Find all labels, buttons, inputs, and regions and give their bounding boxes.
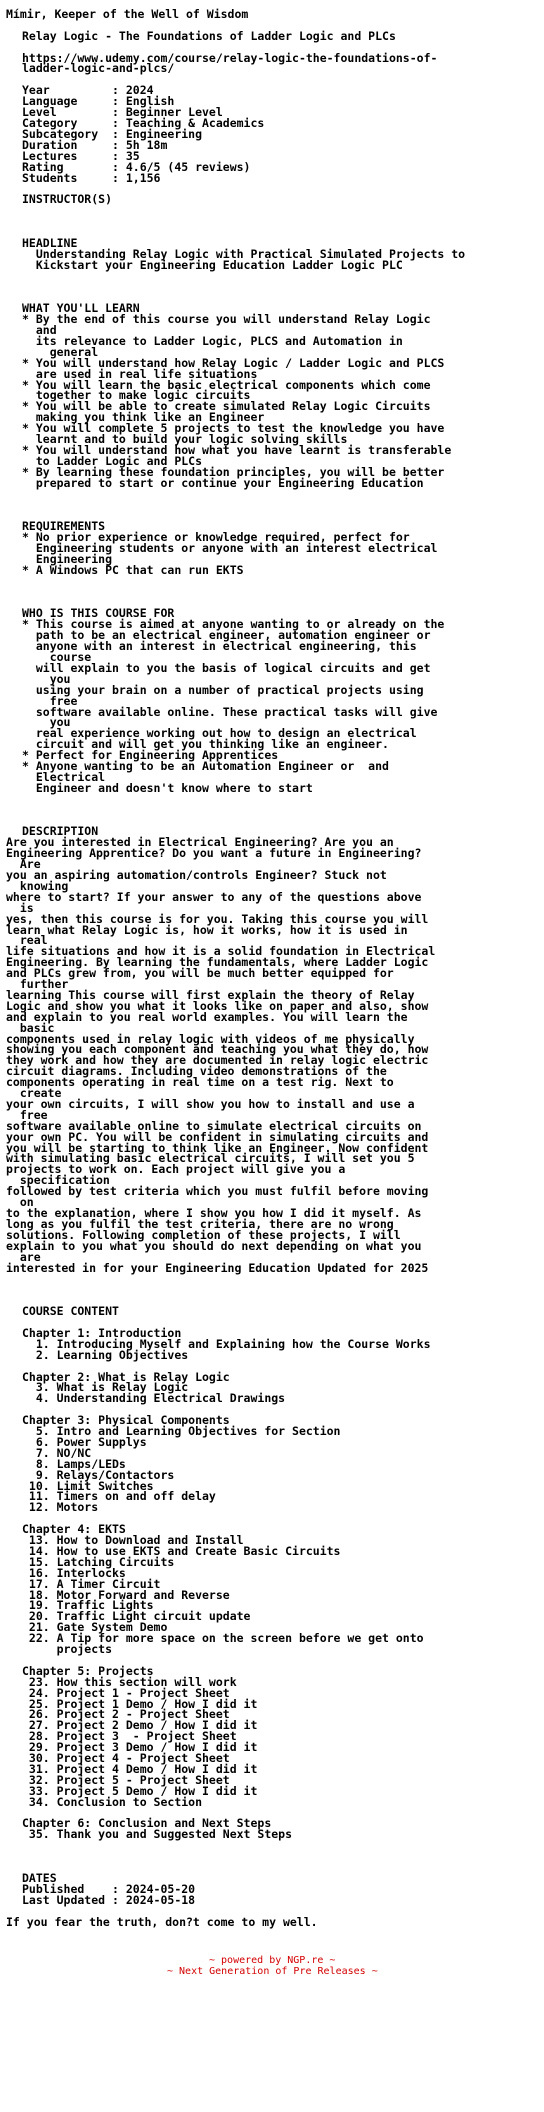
learn-line: making you think like an Engineer [22, 410, 265, 424]
description-line: your own circuits, I will show you how to install and use a [6, 1097, 415, 1111]
course-url: ladder-logic-and-plcs/ [22, 61, 175, 75]
description-line: create [6, 1086, 62, 1100]
description-line: they work and how they are documented in relay logic electric [6, 1053, 429, 1067]
lecture-item: 21. Gate System Demo [22, 1620, 168, 1634]
description-line: components used in relay logic with videos of me physically [6, 1032, 415, 1046]
description-line: components operating in real time on a test rig. Next to [6, 1075, 394, 1089]
description-line: you will be starting to think like an Engineer. Now confident [6, 1141, 429, 1155]
chapter-title: Chapter 3: Physical Components [22, 1413, 230, 1427]
who-line: you [22, 672, 71, 686]
lecture-item: 28. Project 3 - Project Sheet [22, 1729, 237, 1743]
requirements-line: * No prior experience or knowledge required, perfect for [22, 530, 410, 544]
headline-line: Understanding Relay Logic with Practical Simulated Projects to [22, 247, 466, 261]
description-line: Engineering. By learning the fundamentals, where Ladder Logic [6, 955, 429, 969]
page-title: Mímir, Keeper of the Well of Wisdom [6, 7, 249, 21]
lecture-item: 3. What is Relay Logic [22, 1380, 189, 1394]
description-line: and explain to you real world examples. You will learn the [6, 1010, 408, 1024]
description-line: solutions. Following completion of these projects, I will [6, 1228, 401, 1242]
meta-lectures: Lectures : 35 [22, 149, 140, 163]
who-line: free [22, 694, 78, 708]
meta-category: Category : Teaching & Academics [22, 116, 265, 130]
closing-quote: If you fear the truth, don?t come to my well. [6, 1915, 318, 1929]
footer-tagline: ~ Next Generation of Pre Releases ~ [167, 1966, 378, 1977]
description-heading: DESCRIPTION [22, 824, 99, 838]
description-line: life situations and how it is a solid foundation in Electrical [6, 944, 436, 958]
learn-line: prepared to start or continue your Engineering Education [22, 476, 424, 490]
lecture-item: 13. How to Download and Install [22, 1533, 244, 1547]
who-heading: WHO IS THIS COURSE FOR [22, 606, 175, 620]
lecture-item: 31. Project 4 Demo / How I did it [22, 1762, 258, 1776]
who-line: circuit and will get you thinking like an engineer. [22, 737, 389, 751]
chapter-title: Chapter 5: Projects [22, 1664, 154, 1678]
meta-students: Students : 1,156 [22, 171, 161, 185]
headline-heading: HEADLINE [22, 236, 78, 250]
description-line: where to start? If your answer to any of the questions above [6, 890, 422, 904]
lecture-item: 29. Project 3 Demo / How I did it [22, 1740, 258, 1754]
meta-subcategory: Subcategory : Engineering [22, 127, 203, 141]
chapter-title: Chapter 2: What is Relay Logic [22, 1370, 230, 1384]
footer-powered-by: ~ powered by NGP.re ~ [209, 1955, 336, 1966]
meta-rating: Rating : 4.6/5 (45 reviews) [22, 160, 251, 174]
description-line: Logic and show you what it looks like on paper and also, show [6, 999, 429, 1013]
lecture-item: 10. Limit Switches [22, 1479, 154, 1493]
date-last-updated: Last Updated : 2024-05-18 [22, 1893, 196, 1907]
meta-year: Year : 2024 [22, 83, 154, 97]
lecture-item: 8. Lamps/LEDs [22, 1457, 126, 1471]
who-line: path to be an electrical engineer, automation engineer or [22, 628, 431, 642]
description-line: Engineering Apprentice? Do you want a future in Engineering? [6, 846, 422, 860]
lecture-item: 22. A Tip for more space on the screen before we get onto [22, 1631, 424, 1645]
lecture-item: 15. Latching Circuits [22, 1555, 175, 1569]
who-line: using your brain on a number of practical projects using [22, 683, 424, 697]
lecture-item: 20. Traffic Light circuit update [22, 1609, 251, 1623]
description-line: free [6, 1108, 48, 1122]
description-line: long as you fulfil the test criteria, there are no wrong [6, 1217, 394, 1231]
chapter-title: Chapter 1: Introduction [22, 1326, 182, 1340]
who-line: you [22, 715, 71, 729]
lecture-item: 26. Project 2 - Project Sheet [22, 1707, 230, 1721]
description-line: Are [6, 857, 41, 871]
who-line: anyone with an interest in electrical engineering, this [22, 639, 417, 653]
instructors-heading: INSTRUCTOR(S) [22, 192, 113, 206]
course-url: https://www.udemy.com/course/relay-logic-the-foundations-of- [22, 51, 438, 65]
chapter-title: Chapter 6: Conclusion and Next Steps [22, 1816, 272, 1830]
description-line: specification [6, 1173, 110, 1187]
learn-heading: WHAT YOU'LL LEARN [22, 301, 140, 315]
lecture-item: 23. How this section will work [22, 1675, 237, 1689]
who-line: course [22, 650, 92, 664]
lecture-item: 30. Project 4 - Project Sheet [22, 1751, 230, 1765]
learn-line: * By the end of this course you will understand Relay Logic [22, 312, 431, 326]
dates-heading: DATES [22, 1871, 57, 1885]
learn-line: learnt and to build your logic solving skills [22, 432, 348, 446]
lecture-item: 33. Project 5 Demo / How I did it [22, 1784, 258, 1798]
description-line: and PLCs grew from, you will be much better equipped for [6, 966, 394, 980]
description-line: real [6, 933, 48, 947]
requirements-line: Engineering [22, 552, 113, 566]
learn-line: * You will complete 5 projects to test the knowledge you have [22, 421, 445, 435]
course-title: Relay Logic - The Foundations of Ladder Logic and PLCs [22, 29, 396, 43]
headline-line: Kickstart your Engineering Education Ladder Logic PLC [22, 258, 403, 272]
description-line: is [6, 901, 34, 915]
lecture-item: 35. Thank you and Suggested Next Steps [22, 1827, 293, 1841]
lecture-item: 27. Project 2 Demo / How I did it [22, 1718, 258, 1732]
description-line: knowing [6, 879, 69, 893]
lecture-item: 5. Intro and Learning Objectives for Section [22, 1424, 341, 1438]
requirements-line: * A Windows PC that can run EKTS [22, 563, 244, 577]
description-line: with simulating basic electrical circuits, I will set you 5 [6, 1151, 415, 1165]
description-line: learning This course will first explain the theory of Relay [6, 988, 415, 1002]
description-line: software available online to simulate electrical circuits on [6, 1119, 422, 1133]
lecture-item: 4. Understanding Electrical Drawings [22, 1391, 286, 1405]
who-line: * Anyone wanting to be an Automation Engineer or and [22, 759, 389, 773]
lecture-item: 7. NO/NC [22, 1446, 92, 1460]
lecture-item: 17. A Timer Circuit [22, 1577, 161, 1591]
lecture-item: 11. Timers on and off delay [22, 1489, 216, 1503]
lecture-item: 25. Project 1 Demo / How I did it [22, 1697, 258, 1711]
date-published: Published : 2024-05-20 [22, 1882, 196, 1896]
who-line: software available online. These practical tasks will give [22, 705, 438, 719]
lecture-item: 16. Interlocks [22, 1566, 126, 1580]
meta-language: Language : English [22, 94, 175, 108]
learn-line: * You will understand how Relay Logic / Ladder Logic and PLCS [22, 356, 445, 370]
description-line: projects to work on. Each project will give you a [6, 1162, 346, 1176]
learn-line: * You will understand how what you have learnt is transferable [22, 443, 452, 457]
who-line: will explain to you the basis of logical circuits and get [22, 661, 431, 675]
learn-line: to Ladder Logic and PLCs [22, 454, 203, 468]
description-line: your own PC. You will be confident in simulating circuits and [6, 1130, 429, 1144]
lecture-item: 14. How to use EKTS and Create Basic Circuits [22, 1544, 341, 1558]
requirements-heading: REQUIREMENTS [22, 519, 106, 533]
description-line: learn what Relay Logic is, how it works, how it is used in [6, 923, 408, 937]
description-line: are [6, 1250, 41, 1264]
lecture-item: 24. Project 1 - Project Sheet [22, 1686, 230, 1700]
lecture-item: 6. Power Supplys [22, 1435, 147, 1449]
learn-line: * By learning these foundation principles, you will be better [22, 465, 445, 479]
description-line: interested in for your Engineering Education Updated for 2025 [6, 1261, 429, 1275]
description-line: Are you interested in Electrical Engineering? Are you an [6, 835, 394, 849]
description-line: circuit diagrams. Including video demonstrations of the [6, 1064, 387, 1078]
description-line: to the explanation, where I show you how I did it myself. As [6, 1206, 422, 1220]
meta-duration: Duration : 5h 18m [22, 138, 168, 152]
learn-line: * You will be able to create simulated Relay Logic Circuits [22, 399, 431, 413]
lecture-item: 1. Introducing Myself and Explaining how the Course Works [22, 1337, 431, 1351]
who-line: real experience working out how to design an electrical [22, 726, 417, 740]
who-line: Electrical [22, 770, 106, 784]
requirements-line: Engineering students or anyone with an interest electrical [22, 541, 438, 555]
learn-line: its relevance to Ladder Logic, PLCS and Automation in [22, 334, 403, 348]
lecture-item: 19. Traffic Lights [22, 1598, 154, 1612]
description-line: basic [6, 1021, 55, 1035]
chapter-title: Chapter 4: EKTS [22, 1522, 126, 1536]
learn-line: together to make logic circuits [22, 388, 251, 402]
lecture-item: 18. Motor Forward and Reverse [22, 1588, 230, 1602]
lecture-item: 9. Relays/Contactors [22, 1468, 175, 1482]
learn-line: * You will learn the basic electrical components which come [22, 378, 431, 392]
course-content-heading: COURSE CONTENT [22, 1304, 119, 1318]
description-line: followed by test criteria which you must fulfil before moving [6, 1184, 429, 1198]
learn-line: and [22, 323, 57, 337]
lecture-item: 12. Motors [22, 1500, 99, 1514]
lecture-item: projects [22, 1642, 113, 1656]
who-line: * This course is aimed at anyone wanting to or already on the [22, 617, 445, 631]
description-line: explain to you what you should do next depending on what you [6, 1239, 422, 1253]
lecture-item: 32. Project 5 - Project Sheet [22, 1773, 230, 1787]
description-line: you an aspiring automation/controls Engineer? Stuck not [6, 868, 387, 882]
description-line: showing you each component and teaching you what they do, how [6, 1042, 429, 1056]
lecture-item: 2. Learning Objectives [22, 1348, 189, 1362]
learn-line: general [22, 345, 99, 359]
description-line: yes, then this course is for you. Taking this course you will [6, 912, 429, 926]
lecture-item: 34. Conclusion to Section [22, 1795, 203, 1809]
who-line: * Perfect for Engineering Apprentices [22, 748, 279, 762]
who-line: Engineer and doesn't know where to start [22, 781, 313, 795]
description-line: on [6, 1195, 34, 1209]
learn-line: are used in real life situations [22, 367, 258, 381]
meta-level: Level : Beginner Level [22, 105, 223, 119]
description-line: further [6, 977, 69, 991]
